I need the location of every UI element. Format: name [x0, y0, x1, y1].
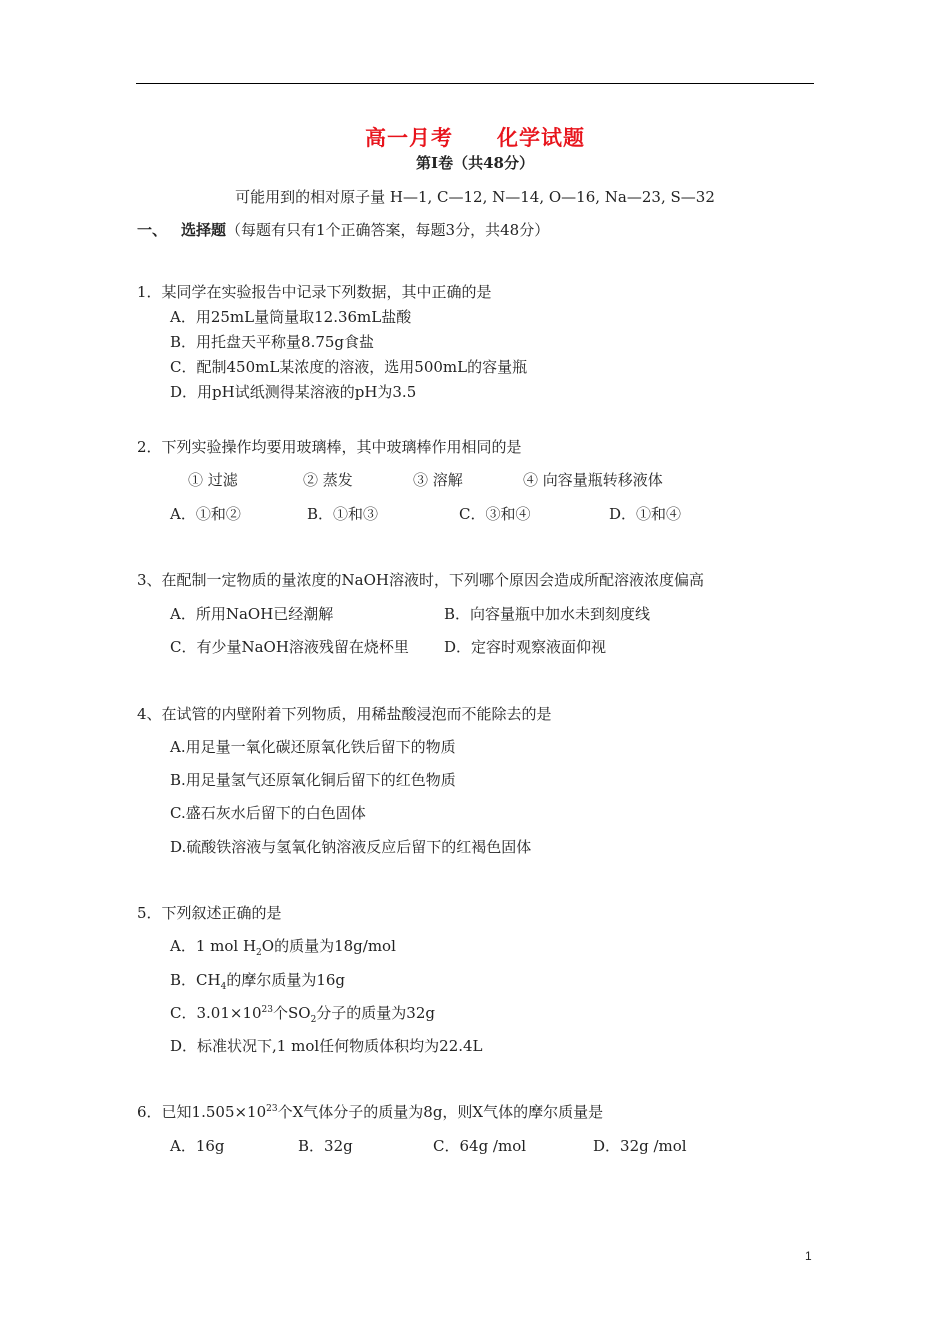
q3-option-d: D．定容时观察液面仰视 — [444, 638, 607, 656]
q6-option-a: A．16g — [170, 1137, 225, 1155]
question-6-stem: 6．已知$1.505\times 10^{23}$个X气体分子的质量为8g，则X气体的摩尔质量是 — [137, 1103, 604, 1121]
header-rule — [136, 83, 814, 84]
q6-option-b: B．32g — [298, 1137, 353, 1155]
q4-option-b: B.用足量氢气还原氧化铜后留下的红色物质 — [170, 771, 456, 789]
q2-option-a: A．①和② — [170, 505, 241, 523]
title-part1: 高一月考 — [365, 125, 453, 150]
question-5-stem: 5．下列叙述正确的是 — [137, 904, 282, 922]
section-heading — [137, 219, 549, 240]
question-2-stem: 2．下列实验操作均要用玻璃棒，其中玻璃棒作用相同的是 — [137, 438, 522, 456]
q3-option-b: B．向容量瓶中加水未到刻度线 — [444, 605, 651, 623]
q2-option-d: D．①和④ — [609, 505, 682, 523]
question-1-stem: 1．某同学在实验报告中记录下列数据，其中正确的是 — [137, 283, 492, 301]
q2-item-4: ④ 向容量瓶转移液体 — [523, 471, 663, 489]
section-name: 选择题 — [181, 221, 227, 239]
page-number: 1 — [805, 1249, 812, 1263]
q4-option-a: A.用足量一氧化碳还原氧化铁后留下的物质 — [170, 738, 456, 756]
q2-option-c: C．③和④ — [459, 505, 531, 523]
page-subtitle: 第Ⅰ卷（共48分） — [416, 154, 534, 172]
q5-option-a: A．1 mol $H_2O$的质量为18g/mol — [170, 937, 396, 958]
q1-option-a: A．用25mL量筒量取12.36mL盐酸 — [170, 308, 412, 326]
section-number: 一、 — [137, 221, 168, 239]
q6-option-c: C．64g /mol — [433, 1137, 527, 1155]
q6-option-d: D．32g /mol — [593, 1137, 687, 1155]
q4-option-c: C.盛石灰水后留下的白色固体 — [170, 804, 366, 822]
q5-option-b: B．$CH_4$的摩尔质量为16g — [170, 971, 346, 992]
q4-option-d: D.硫酸铁溶液与氢氧化钠溶液反应后留下的红褐色固体 — [170, 838, 532, 856]
q5-option-d: D．标准状况下,1 mol任何物质体积均为22.4L — [170, 1037, 483, 1055]
q2-option-b: B．①和③ — [307, 505, 379, 523]
q3-option-c: C．有少量NaOH溶液残留在烧杯里 — [170, 638, 409, 656]
q2-item-1: ① 过滤 — [188, 471, 238, 489]
q2-item-3: ③ 溶解 — [413, 471, 463, 489]
atomic-masses: 可能用到的相对原子量 H—1, C—12, N—14, O—16, Na—23, S—32 — [235, 188, 715, 206]
section-note: （每题有只有1个正确答案，每题3分，共48分） — [226, 221, 550, 239]
q3-option-a: A．所用NaOH已经潮解 — [170, 605, 334, 623]
page-title — [0, 122, 950, 152]
q1-option-c: C．配制450mL某浓度的溶液，选用500mL的容量瓶 — [170, 358, 528, 376]
q5-option-c: C．$3.01\times 10^{23}$个$SO_2$分子的质量为32g — [170, 1004, 435, 1025]
q2-item-2: ② 蒸发 — [303, 471, 353, 489]
q1-option-d: D．用pH试纸测得某溶液的pH为3.5 — [170, 383, 417, 401]
q1-option-b: B．用托盘天平称量8.75g食盐 — [170, 333, 375, 351]
title-part2: 化学试题 — [497, 125, 585, 150]
question-3-stem: 3、在配制一定物质的量浓度的NaOH溶液时，下列哪个原因会造成所配溶液浓度偏高 — [137, 571, 704, 589]
question-4-stem: 4、在试管的内壁附着下列物质，用稀盐酸浸泡而不能除去的是 — [137, 705, 552, 723]
